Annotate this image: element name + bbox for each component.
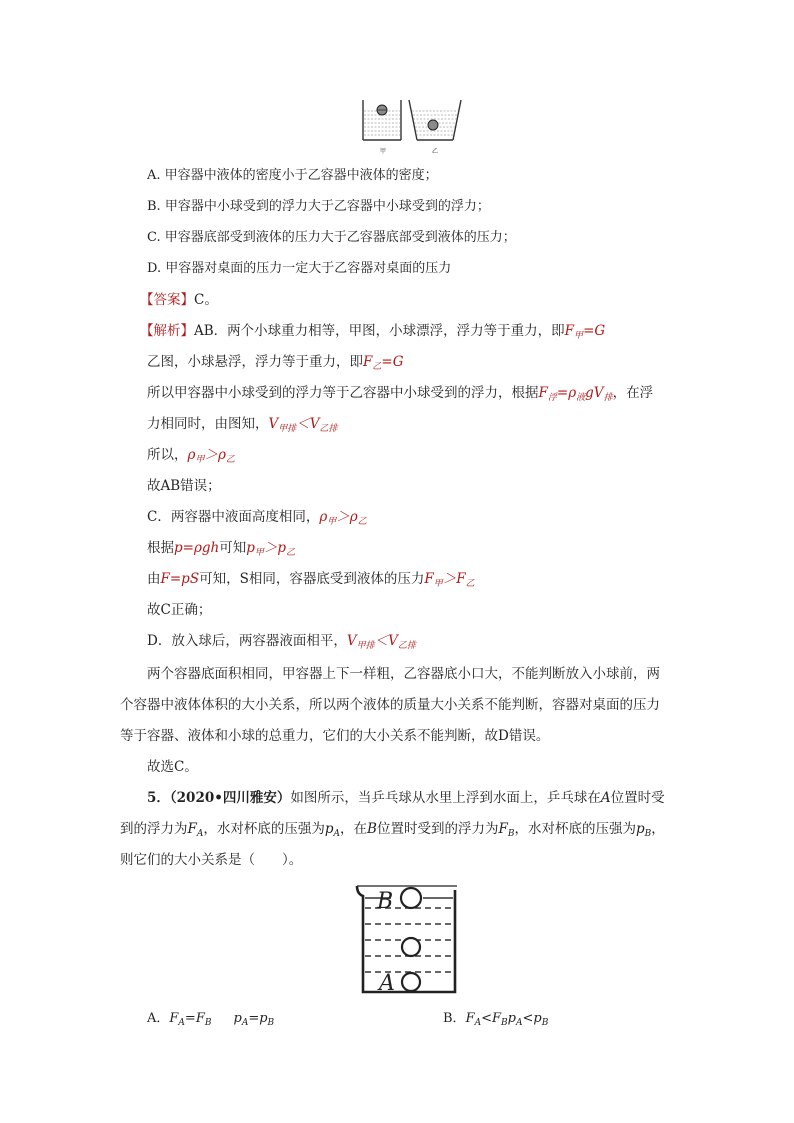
formula: F=pS (160, 571, 200, 587)
analysis-line-7 (147, 507, 367, 527)
option-label: B． (443, 1011, 466, 1026)
label-a: A (379, 971, 395, 996)
formula: $F_甲>F_乙$ (424, 571, 475, 589)
label-b: B (377, 889, 394, 914)
analysis-label: 【解析】 (140, 323, 194, 339)
formula: $F_乙=G$ (363, 354, 404, 372)
label-jia: 甲 (380, 148, 387, 155)
text: ，水对杯底的压强为 (203, 821, 325, 837)
text: 所以甲容器中小球受到的浮力等于乙容器中小球受到的浮力，根据 (147, 385, 539, 401)
question-source: （2020•四川雅安） (169, 790, 291, 806)
text: ，水对杯底的压强为 (514, 821, 636, 837)
var: $p_A$ (324, 821, 341, 839)
analysis-line-2 (147, 352, 404, 372)
formula: $V_{甲排}<V_{乙排}$ (346, 633, 416, 651)
formula: $F_浮=\rho_液gV_排$ (538, 385, 613, 403)
analysis-line-8 (147, 538, 295, 558)
var: B (367, 821, 377, 837)
formula: $V_{甲排}<V_{乙排}$ (268, 416, 338, 434)
option5-b (443, 1009, 548, 1029)
question-number: 5． (147, 790, 170, 806)
container-figure (358, 97, 468, 157)
formula: $F_甲=G$ (564, 323, 606, 341)
var: $p_B$ (635, 821, 652, 839)
analysis-line-1 (140, 321, 605, 341)
text: 位置时受 (610, 790, 665, 806)
analysis-line-3 (147, 383, 653, 403)
analysis-line-13: 个容器中液体体积的大小关系，所以两个液体的质量大小关系不能判断，容器对桌面的压力 (120, 697, 660, 713)
formula: $\rho_甲>\rho_乙$ (319, 509, 367, 527)
beaker-figure (353, 882, 465, 998)
formula: $\rho_甲>\rho_乙$ (187, 447, 235, 465)
analysis-line-9 (147, 569, 475, 589)
text: D．放入球后，两容器液面相平， (147, 633, 347, 649)
text: 根据 (147, 540, 174, 556)
formula: p=ρgh (174, 540, 220, 556)
text: C．两容器中液面高度相同， (147, 509, 320, 525)
question5-line-2 (120, 819, 665, 839)
text: 可知，S相同，容器底受到液体的压力 (199, 571, 425, 587)
text: 位置时受到的浮力为 (376, 821, 499, 837)
option5-a (147, 1009, 274, 1029)
option-c: C. 甲容器底部受到液体的压力大于乙容器底部受到液体的压力； (147, 230, 516, 245)
label-yi: 乙 (432, 148, 439, 155)
text: 如图所示，当乒乓球从水里上浮到水面上，乒乓球在 (290, 790, 601, 806)
text: 乙图，小球悬浮，浮力等于重力，即 (147, 354, 363, 370)
text: 可知 (219, 540, 247, 556)
analysis-line-15: 故选C。 (147, 759, 198, 775)
option-b: B. 甲容器中小球受到的浮力大于乙容器中小球受到的浮力； (147, 199, 490, 214)
var: $F_B$ (498, 821, 515, 839)
formula: $p_A=p_B$ (233, 1011, 275, 1028)
text: 到的浮力为 (120, 821, 188, 837)
container-left (363, 100, 401, 140)
text: ，在浮 (612, 385, 654, 401)
answer-value: C。 (194, 292, 218, 308)
text: 力相同时，由图知， (147, 416, 269, 432)
container-right (409, 100, 461, 140)
option-a: A. 甲容器中液体的密度小于乙容器中液体的密度； (147, 168, 438, 183)
text: ，在 (340, 821, 368, 837)
option-d: D. 甲容器对桌面的压力一定大于乙容器对桌面的压力 (147, 261, 452, 276)
text: 所以， (147, 447, 188, 463)
formula: $F_A<F_Bp_A<p_B$ (465, 1011, 549, 1028)
analysis-line-4 (147, 414, 338, 434)
analysis-line-11 (147, 631, 416, 651)
text: 由 (147, 571, 161, 587)
formula: $F_A=F_B$ (169, 1011, 212, 1028)
var: A (600, 790, 611, 806)
analysis-line-10: 故C正确； (147, 602, 212, 618)
var: $F_A$ (187, 821, 204, 839)
option-label: A． (147, 1011, 170, 1026)
formula: $p_甲>p_乙$ (246, 540, 296, 558)
text: ， (651, 821, 665, 837)
question5-line-3: 则它们的大小关系是（ ）。 (120, 852, 303, 868)
analysis-line-12: 两个容器底面积相同，甲容器上下一样粗，乙容器底小口大，不能判断放入小球前，两 (147, 666, 660, 682)
text: AB．两个小球重力相等，甲图，小球漂浮，浮力等于重力，即 (194, 323, 565, 339)
answer-label: 【答案】 (140, 292, 194, 308)
question5-line-1 (147, 788, 665, 808)
analysis-line-5 (147, 445, 235, 465)
analysis-line-14: 等于容器、液体和小球的总重力，它们的大小关系不能判断，故D错误。 (120, 728, 550, 744)
analysis-line-6: 故AB错误； (147, 478, 221, 494)
answer-line (140, 290, 218, 310)
